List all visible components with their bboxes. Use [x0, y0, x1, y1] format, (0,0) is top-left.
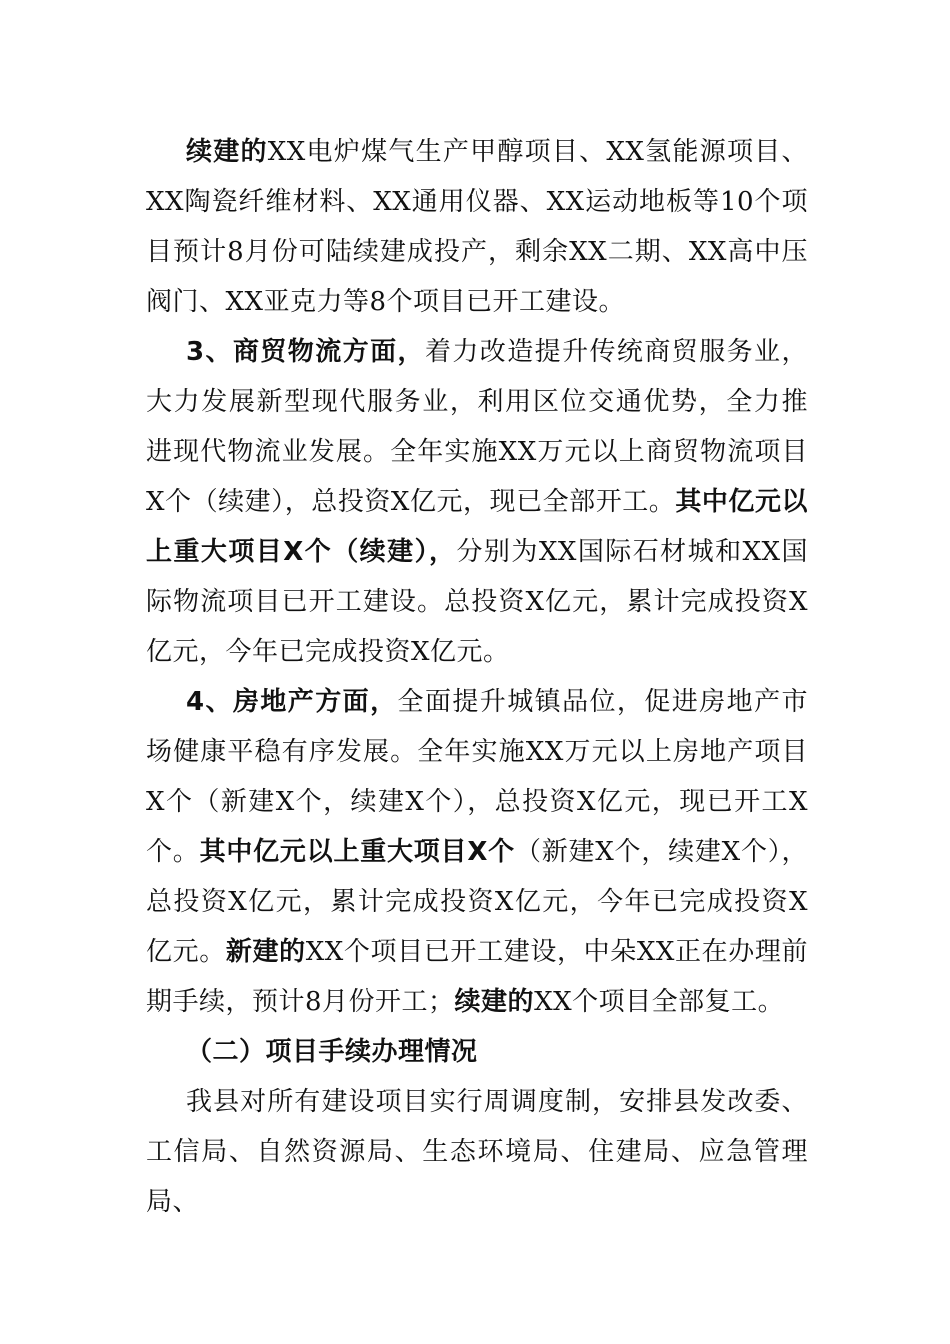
text-run: XX个项目已开工建设，中朵XX正在办理前期手续，预计8月份开工；	[146, 937, 808, 1017]
bold-run: 4、房地产方面，	[186, 687, 398, 717]
text-run: 分别为XX国际石材城和XX国际物流项目已开工建设。总投资X亿元，累计完成投资X亿元，今年已完成投资X亿元。	[146, 537, 809, 667]
document-body	[146, 127, 808, 1227]
bold-run: 新建的	[225, 937, 306, 967]
text-run: 我县对所有建设项目实行周调度制，安排县发改委、工信局、自然资源局、生态环境局、住建局、应急管理局、	[146, 1087, 808, 1217]
paragraph-industrial-continued	[146, 127, 808, 327]
text-run: 全面提升城镇品位，促进房地产市场健康平稳有序发展。全年实施XX万元以上房地产项目X个（新建X个，续建X个），总投资X亿元，现已开工X个。	[146, 687, 808, 867]
text-run: XX个项目全部复工。	[534, 987, 785, 1017]
bold-run: 续建的	[186, 137, 268, 167]
text-run: （新建X个，续建X个），总投资X亿元，累计完成投资X亿元，今年已完成投资X亿元。	[146, 837, 808, 967]
bold-run: 其中亿元以上重大项目X个	[199, 837, 515, 867]
paragraph-weekly-dispatch	[146, 1077, 808, 1227]
bold-run: 续建的	[454, 987, 535, 1017]
heading-text: （二）项目手续办理情况	[186, 1037, 478, 1067]
section-heading-procedures	[146, 1027, 808, 1077]
bold-run: 其中亿元以上重大项目X个（续建），	[146, 487, 808, 567]
bold-run: 3、商贸物流方面，	[186, 337, 425, 367]
paragraph-real-estate	[146, 677, 808, 1027]
text-run: 着力改造提升传统商贸服务业，大力发展新型现代服务业，利用区位交通优势，全力推进现代物流业发展。全年实施XX万元以上商贸物流项目X个（续建），总投资X亿元，现已全部开工。	[146, 337, 808, 517]
text-run: XX电炉煤气生产甲醇项目、XX氢能源项目、XX陶瓷纤维材料、XX通用仪器、XX运动地板等10个项目预计8月份可陆续建成投产，剩余XX二期、XX高中压阀门、XX亚克力等8个项目已开工建设。	[146, 137, 808, 317]
paragraph-commerce-logistics	[146, 327, 808, 677]
